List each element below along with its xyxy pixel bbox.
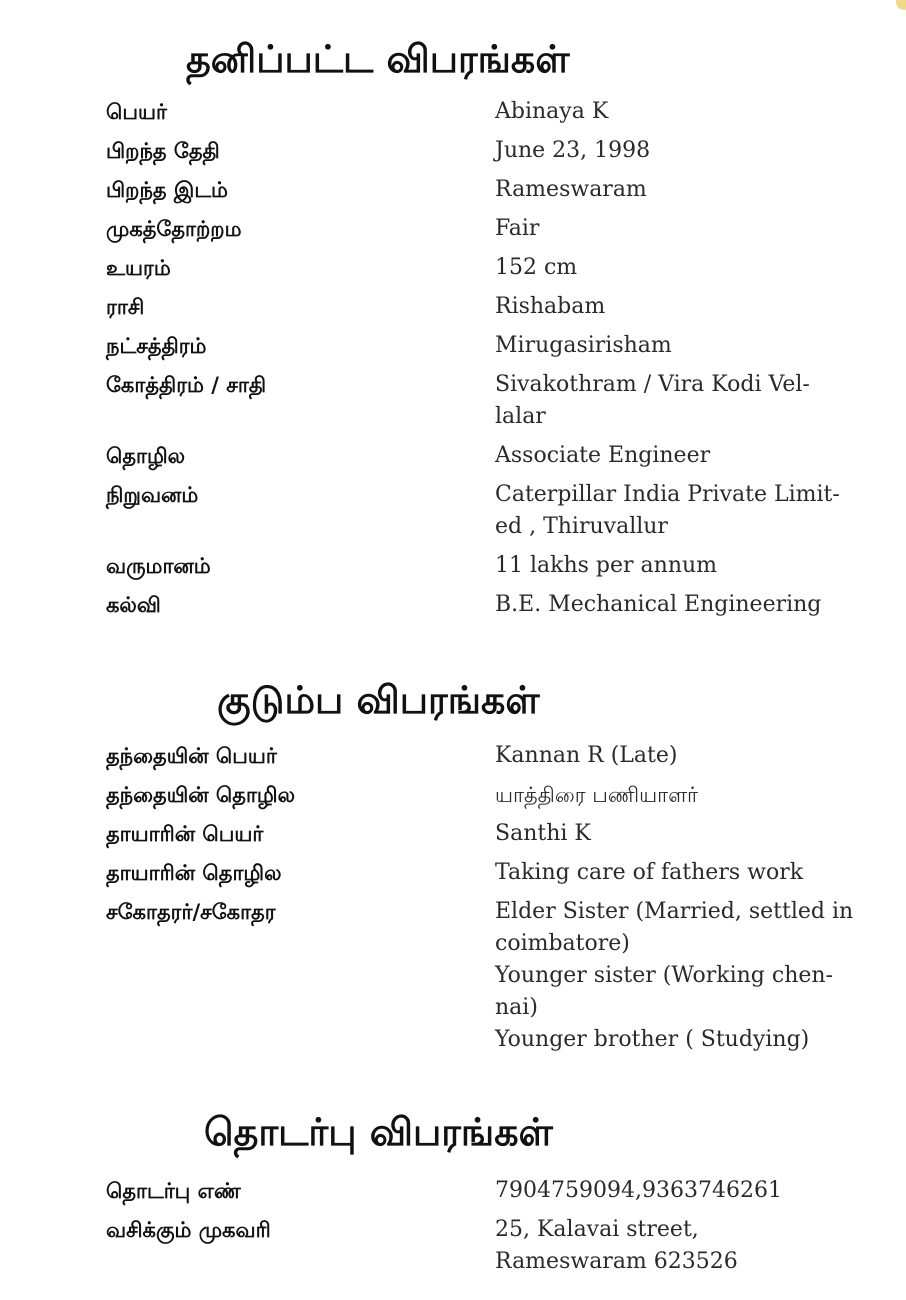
- detail-value-line: Fair: [495, 216, 540, 241]
- section-title-personal-details: தனிப்பட்ட விபரங்கள்: [186, 37, 570, 81]
- detail-value-line: Caterpillar India Private Limit-: [495, 482, 840, 507]
- detail-value-line: 152 cm: [495, 255, 578, 280]
- detail-value-line: June 23, 1998: [495, 138, 651, 163]
- detail-label: நட்சத்திரம்: [106, 334, 207, 358]
- detail-value: [495, 815, 866, 854]
- detail-label: சகோதரர்/சகோதர: [106, 900, 276, 924]
- detail-row: [106, 815, 866, 854]
- detail-value-line: Sivakothram / Vira Kodi Vel-: [495, 372, 810, 397]
- detail-value-line: lalar: [495, 404, 546, 429]
- detail-value-line: Younger sister (Working chen-: [495, 963, 833, 988]
- detail-value-line: Younger brother ( Studying): [495, 1027, 810, 1052]
- detail-row: [106, 854, 866, 893]
- detail-value-line: B.E. Mechanical Engineering: [495, 592, 822, 617]
- detail-value-line: Santhi K: [495, 821, 591, 846]
- detail-value: [495, 366, 866, 437]
- detail-label: நிறுவனம்: [106, 483, 199, 507]
- contact-details-list: [106, 1172, 866, 1282]
- detail-label: பெயர்: [106, 100, 167, 124]
- detail-value: [495, 586, 866, 625]
- detail-value: [495, 737, 866, 776]
- detail-row: [106, 893, 866, 1060]
- detail-value-line: nai): [495, 995, 538, 1020]
- detail-row: [106, 776, 866, 815]
- detail-value-line: Elder Sister (Married, settled in: [495, 899, 854, 924]
- detail-value: [495, 171, 866, 210]
- detail-row: [106, 132, 866, 171]
- detail-value: [495, 776, 866, 815]
- detail-row: [106, 476, 866, 547]
- detail-value: [495, 132, 866, 171]
- detail-value-line: Associate Engineer: [495, 443, 711, 468]
- detail-value: [495, 437, 866, 476]
- detail-value-line: 7904759094,9363746261: [495, 1178, 782, 1203]
- detail-label: வசிக்கும் முகவரி: [106, 1218, 271, 1242]
- detail-row: [106, 366, 866, 437]
- detail-row: [106, 249, 866, 288]
- detail-label: வருமானம்: [106, 554, 211, 578]
- detail-label: பிறந்த இடம்: [106, 178, 228, 202]
- detail-row: [106, 547, 866, 586]
- detail-value-line: Abinaya K: [495, 99, 609, 124]
- detail-value: [495, 249, 866, 288]
- detail-label: கல்வி: [106, 593, 161, 617]
- detail-label: தாயாரின் தொழில: [106, 861, 282, 885]
- detail-label: ராசி: [106, 295, 145, 319]
- detail-value: [495, 210, 866, 249]
- detail-row: [106, 288, 866, 327]
- detail-value-line: Rishabam: [495, 294, 606, 319]
- detail-value: [495, 547, 866, 586]
- detail-row: [106, 93, 866, 132]
- detail-row: [106, 171, 866, 210]
- detail-label: தொடர்பு எண்: [106, 1179, 241, 1203]
- detail-value: [495, 288, 866, 327]
- detail-label: உயரம்: [106, 256, 171, 280]
- detail-row: [106, 737, 866, 776]
- detail-value: [495, 893, 866, 1060]
- personal-details-list: [106, 93, 866, 625]
- detail-value-line: Taking care of fathers work: [495, 860, 804, 885]
- detail-label: தந்தையின் பெயர்: [106, 744, 277, 768]
- detail-value-line: 25, Kalavai street,: [495, 1217, 699, 1242]
- detail-label: தொழில: [106, 444, 186, 468]
- detail-value: [495, 1172, 866, 1211]
- detail-value-line: ed , Thiruvallur: [495, 514, 668, 539]
- detail-value-line: 11 lakhs per annum: [495, 553, 718, 578]
- section-title-contact-details: தொடர்பு விபரங்கள்: [204, 1110, 553, 1154]
- detail-row: [106, 327, 866, 366]
- detail-row: [106, 586, 866, 625]
- detail-value-line: யாத்திரை பணியாளர்: [495, 783, 699, 807]
- detail-value: [495, 93, 866, 132]
- detail-value-line: Kannan R (Late): [495, 743, 678, 768]
- detail-row: [106, 210, 866, 249]
- detail-value: [495, 327, 866, 366]
- detail-label: தந்தையின் தொழில: [106, 783, 296, 807]
- section-title-family-details: குடும்ப விபரங்கள்: [217, 678, 540, 722]
- detail-value: [495, 854, 866, 893]
- detail-row: [106, 1211, 866, 1282]
- detail-label: முகத்தோற்றம: [106, 217, 242, 241]
- detail-value: [495, 1211, 866, 1282]
- detail-value-line: coimbatore): [495, 931, 630, 956]
- detail-value-line: Rameswaram 623526: [495, 1249, 738, 1274]
- detail-value-line: Rameswaram: [495, 177, 647, 202]
- detail-row: [106, 1172, 866, 1211]
- corner-decoration: [896, 0, 906, 10]
- detail-label: கோத்திரம் / சாதி: [106, 373, 267, 397]
- detail-label: பிறந்த தேதி: [106, 139, 220, 163]
- detail-value-line: Mirugasirisham: [495, 333, 672, 358]
- detail-label: தாயாரின் பெயர்: [106, 822, 264, 846]
- family-details-list: [106, 737, 866, 1060]
- detail-value: [495, 476, 866, 547]
- detail-row: [106, 437, 866, 476]
